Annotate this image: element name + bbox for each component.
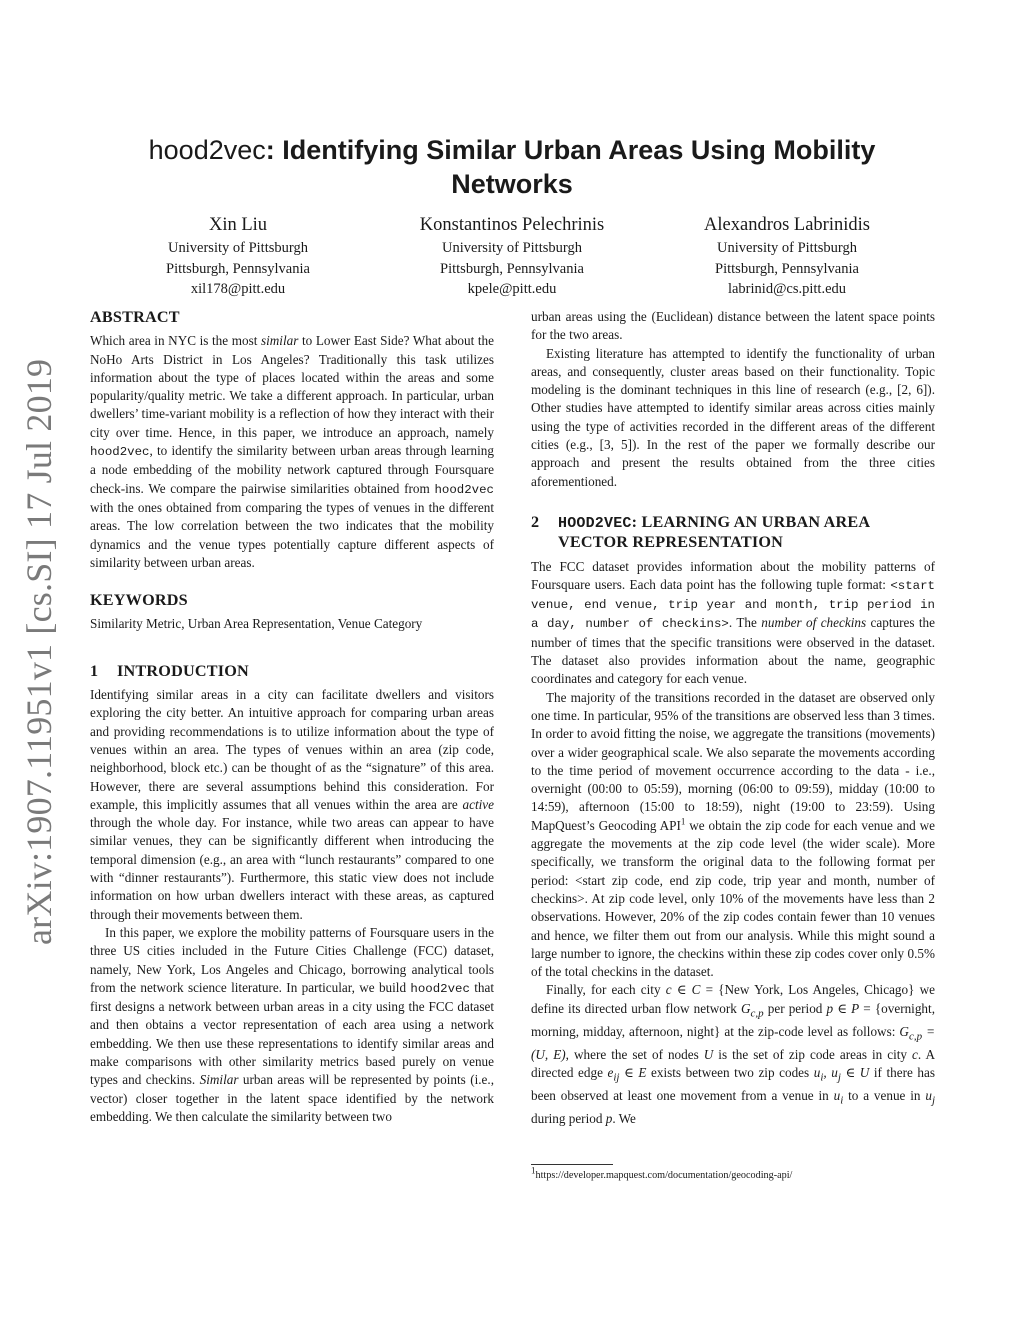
author-block [637,212,937,300]
footnote-rule [531,1164,613,1165]
section-heading-hood2vec: 2 HOOD2VEC: LEARNING AN URBAN AREA VECTOR REPRESENTATION [531,512,871,552]
footnote: $^1$https://developer.mapquest.com/documentation/geocoding-api/ [531,1165,793,1181]
author-block [362,212,662,300]
author-email: xil178@pitt.edu [190,281,286,297]
footnote-marker: 1 [680,816,686,827]
intro-paragraph: In this paper, we explore the mobility patterns of Foursquare users in the three US cities included in the Future Cities Challenge (FCC) dataset, namely, New York, Los Angeles and Chicago, borrowing analytical tools from the network science literature. In particular, we build hood2vec that first designs a network between urban areas in a city using the FCC dataset and then obtains a vector representation of each area using a network embedding. We then use these representations to identify similar areas and make comparisons with other similarity metrics based purely on venue types and checkins. Similar urban areas will be represented by points (i.e., vector) closer together in the latent space identified by the network embedding. We then calculate the similarity between two [90,924,495,1124]
author-email: labrinid@cs.pitt.edu [727,281,847,297]
author-name: Xin Liu [208,215,268,235]
paper-title [120,133,904,201]
author-affiliation: University of Pittsburgh [717,240,857,256]
author-name: Konstantinos Pelechrinis [419,215,605,235]
arxiv-stamp: arXiv:1907.11951v1 [cs.SI] 17 Jul 2019 [19,358,59,945]
author-location: Pittsburgh, Pennsylvania [166,260,310,277]
abstract-heading: ABSTRACT [90,308,180,326]
keywords-heading: KEYWORDS [90,591,188,610]
author-name: Alexandros Labrinidis [704,215,870,235]
body-paragraph: Finally, for each city c ∈ C = {New York, Los Angeles, Chicago} we define its directed urban flow network $G_{c,p}$ per period p ∈ P = {overnight, morning, midday, afternoon, night} at the zip-code level as follows: $G_{c,p} = (U$, E), where the set of nodes U is the set of zip code areas in city c. A directed edge $e_{ij}$ ∈ E exists between two zip codes $u_i$, $u_j$ ∈ U if there has been observed at least one movement from a venue in $u_i$ to a venue in $u_j$ during period p. We [531,982,936,1126]
body-paragraph: Existing literature has attempted to identify the functionality of urban areas, and consequently, cluster areas based on their functionality. Topic modeling is the dominant techniques in this line of research (e.g., [2, 6]). Other studies have attempted to identify similar areas across cities mainly using the type of activities recorded in the different areas of the different cities (e.g., [3, 5]). In the rest of the paper we formally describe our approach and present the results obtained from the three cities aforementioned. [531,345,935,489]
section-heading-introduction: 1 INTRODUCTION [90,661,249,680]
author-location: Pittsburgh, Pennsylvania [440,260,584,277]
footnote-url[interactable]: https://developer.mapquest.com/documentation/geocoding-api/ [535,1170,793,1181]
body-paragraph: urban areas using the (Euclidean) distance between the latent space points for the two areas. [531,309,935,343]
abstract-text: Which area in NYC is the most similar to Lower East Side? What about the NoHo Arts District in Los Angeles? Traditionally this task utilizes information about the type of places located within the areas and some popularity/quality metric. We take a different approach. In particular, urban dwellers’ time-variant mobility is a reflection of how they interact with their city over time. Hence, in this paper, we introduce an approach, namely hood2vec, to identify the similarity between urban areas through learning a node embedding of the mobility network captured through Foursquare check-ins. We compare the pairwise similarities obtained from hood2vec with the ones obtained from comparing the types of venues in the different areas. The low correlation between the two indicates that the mobility dynamics and the venue types potentially capture different aspects of similarity between urban areas. [90,333,494,570]
author-block [88,212,388,300]
left-column [90,308,494,1126]
body-paragraph: The majority of the transitions recorded in the dataset are observed only one time. In particular, 95% of the transitions are observed less than 3 times. In order to avoid fitting the noise, we aggregate the transitions (movements) over a wider geographical scale. We also separate the movements according to the time period of movement occurrence according to the data - i.e., overnight (00:00 to 05:59), morning (06:00 to 09:59), midday (10:00 to 14:59), afternoon (15:00 to 18:59), night (19:00 to 23:59). Using MapQuest’s Geocoding API$^1$ we obtain the zip code for each venue and we aggregate the movements at the zip code level (the wider scale). More specifically, we transform the original data to the following format per period: <start zip code, end zip code, trip year and month, number of checkins>. At zip code level, only 10% of the movements have less than 2 observations. However, 20% of the zip codes contain fewer than 10 venues and hence, we filter them out from our analysis. While this might sound a large number to ignore, the checkins within these zip codes cover only 0.5% of the total checkins in the dataset. [531,689,936,980]
author-affiliation: University of Pittsburgh [442,240,582,256]
body-paragraph: The FCC dataset provides information about the mobility patterns of Foursquare users. Each data point has the following tuple format: <start venue, end venue, trip year and month, trip period in a day, number of checkins>. The number of checkins captures the number of times that the specific transitions were observed in the dataset. The dataset also provides information about the name, geographic coordinates and category for each venue. [531,558,935,687]
author-affiliation: University of Pittsburgh [168,240,308,256]
keywords-text: Similarity Metric, Urban Area Representation, Venue Category [90,616,423,632]
title-prefix: hood2vec [148,135,266,165]
author-email: kpele@pitt.edu [467,281,557,297]
author-location: Pittsburgh, Pennsylvania [715,260,859,277]
right-column [531,308,935,1128]
intro-paragraph: Identifying similar areas in a city can facilitate dwellers and visitors exploring the city better. An intuitive approach for comparing urban areas and providing recommendations is to utilize information about the type of venues within an area. The types of venues within an area (zip code, neighborhood, block etc.) can be thought of as the “signature” of this area. However, there are several assumptions behind this consideration. For example, this implicitly assumes that all venues within the area are active through the whole day. For instance, while two areas can appear to have similar venues, they can be significantly different when introducing the temporal dimension (e.g., an area with “lunch restaurants” compared to one with “dinner restaurants”). Furthermore, this static view does not include information on how urban dwellers interact with these areas, as captured through their movements between them. [90,687,494,922]
title-main: : Identifying Similar Urban Areas Using Mobility Networks [265,135,876,199]
